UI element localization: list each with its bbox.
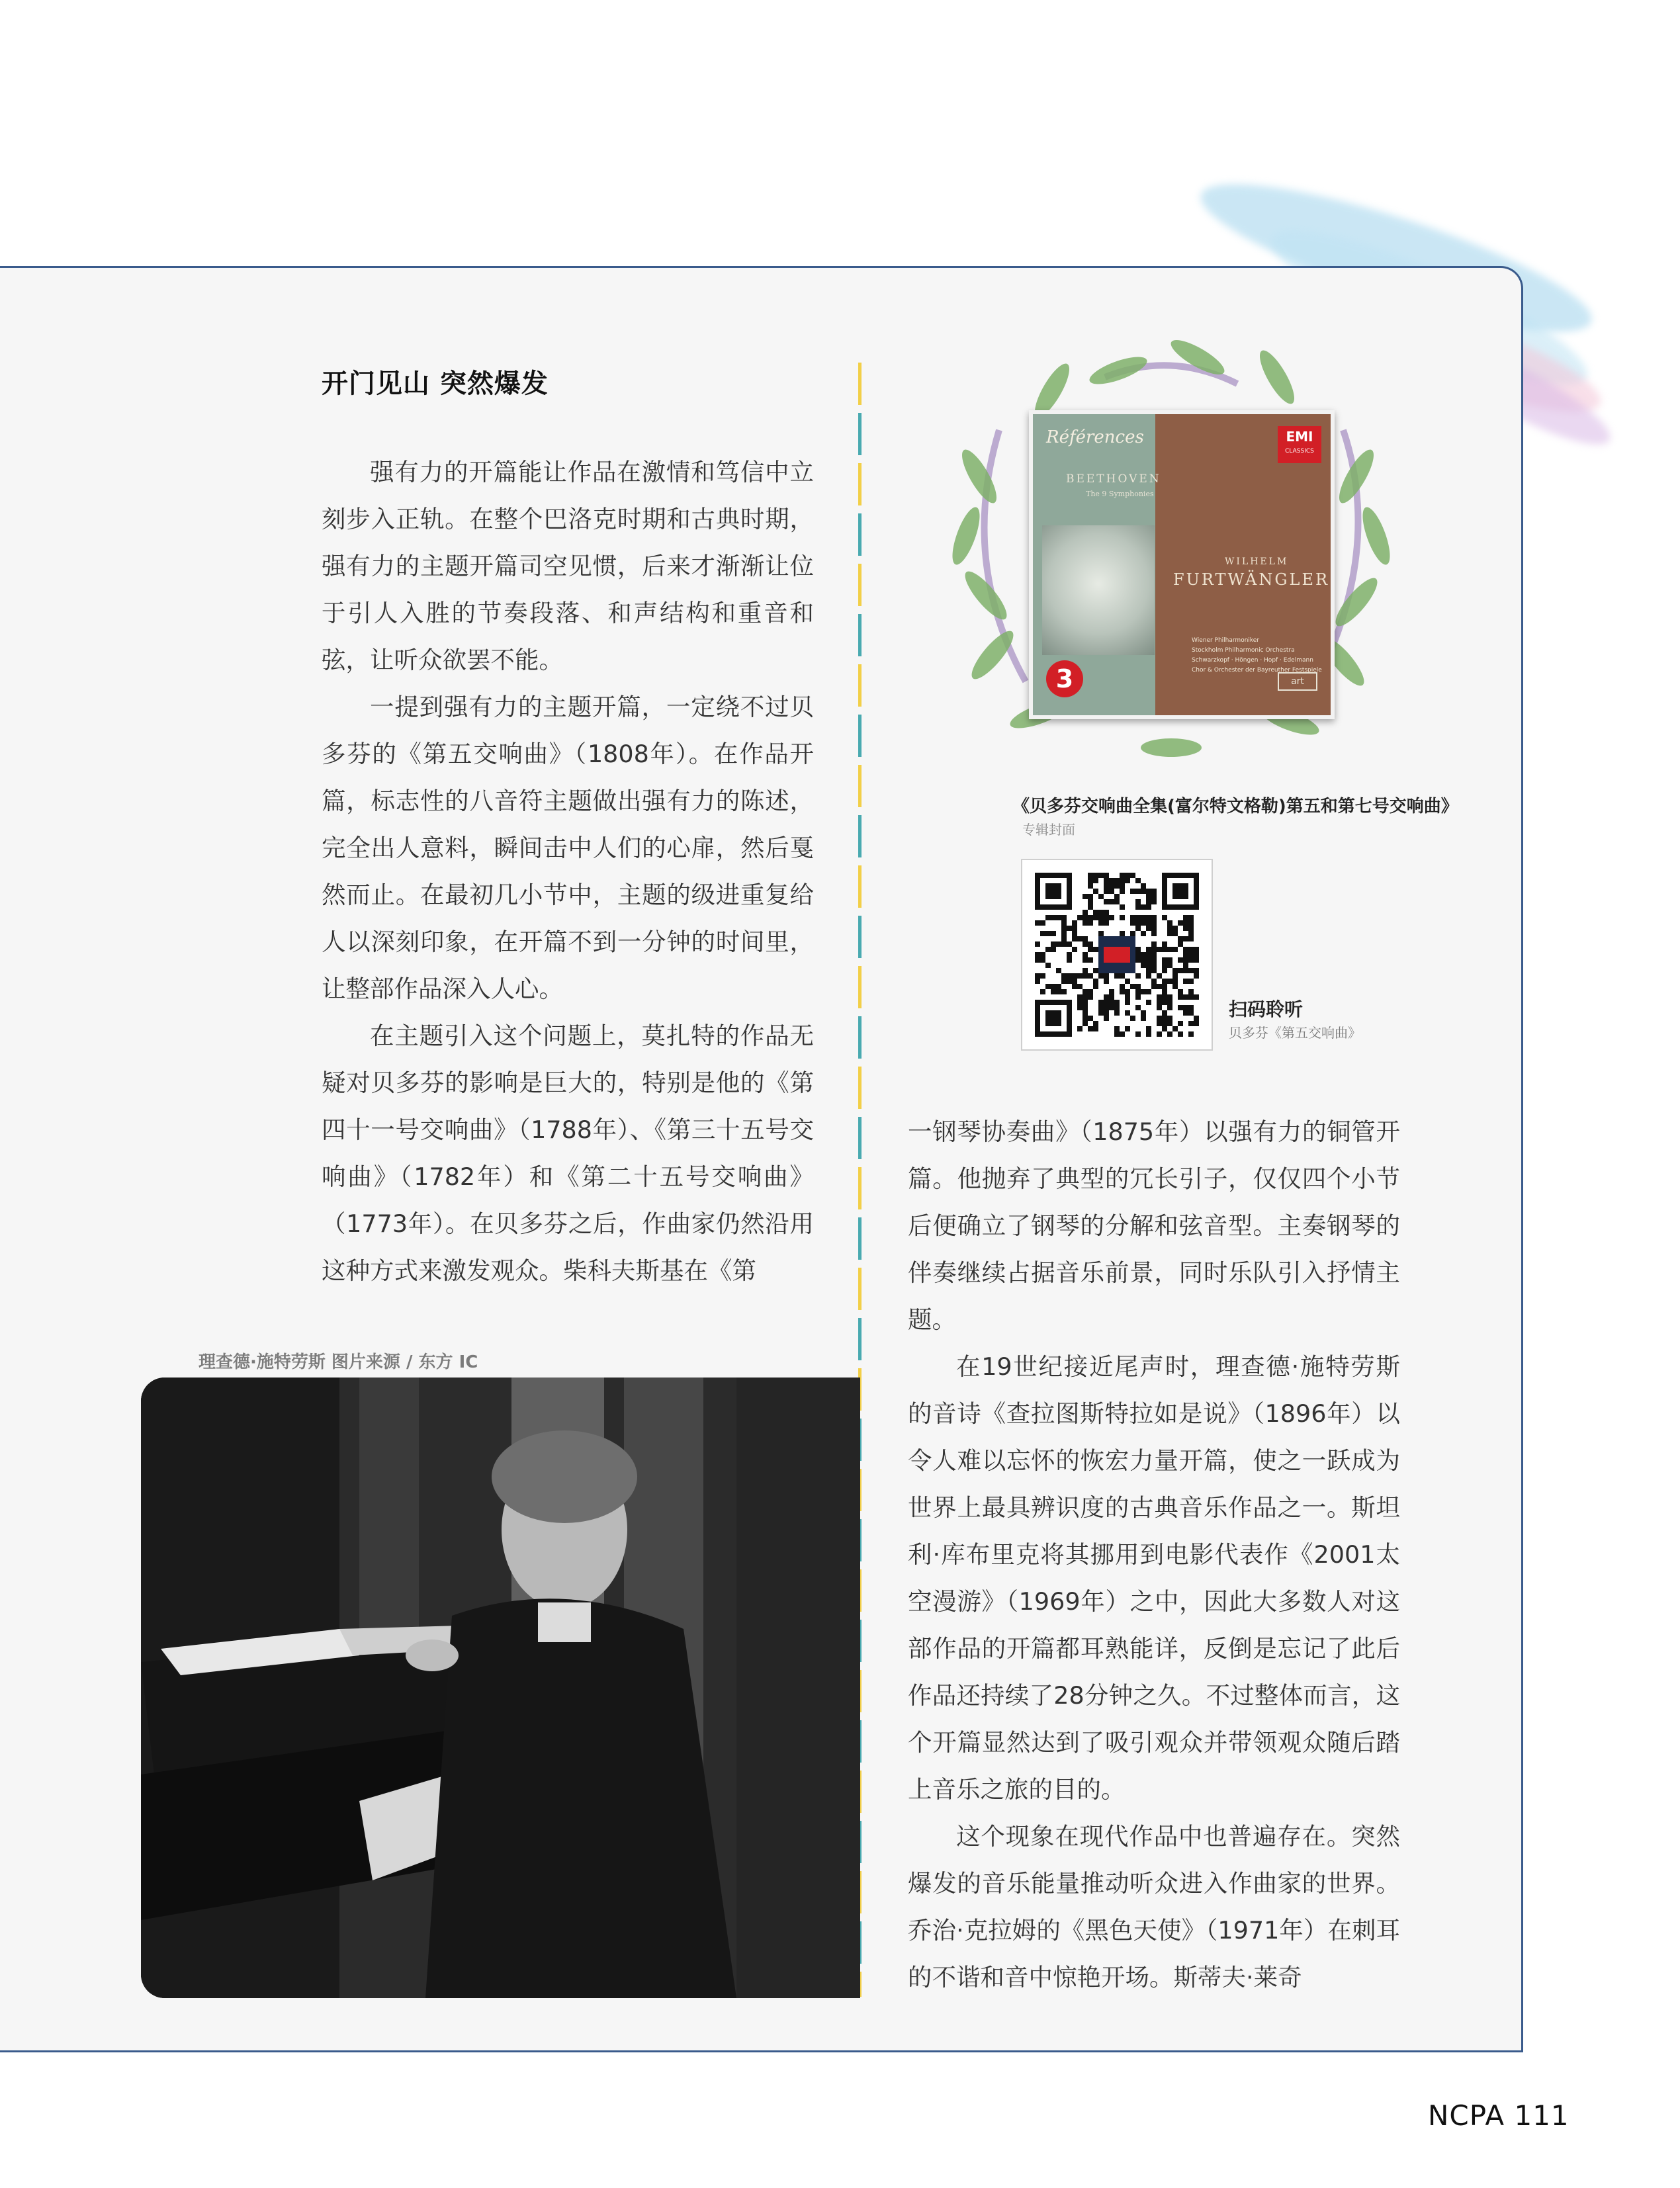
page-folio: NCPA 111	[1428, 2099, 1569, 2132]
photo-illustration	[141, 1378, 860, 1998]
album-subtitle: The 9 Symphonies	[1086, 490, 1154, 498]
emi-logo	[1278, 426, 1321, 463]
art-logo: art	[1278, 672, 1317, 691]
section-heading: 开门见山 突然爆发	[322, 369, 549, 399]
album-caption: 《贝多芬交响曲全集(富尔特文格勒)第五和第七号交响曲》	[1012, 797, 1458, 816]
emi-sub: CLASSICS	[1285, 448, 1314, 455]
left-column	[322, 449, 814, 1294]
album-composer: BEETHOVEN	[1066, 472, 1161, 486]
album-credits: Wiener Philharmoniker Stockholm Philharmonic Orchestra Schwarzkopf · Höngen · Hopf · Edelmann Chor & Orchester der Bayreuther Festspiele	[1192, 637, 1322, 674]
conductor-first-name: WILHELM	[1225, 556, 1289, 567]
volume-badge: 3	[1046, 660, 1083, 697]
album-series: Références	[1046, 427, 1144, 447]
album-caption-sub: 专辑封面	[1022, 822, 1075, 838]
qr-code[interactable]	[1021, 859, 1213, 1051]
conductor-last-name: FURTWÄNGLER	[1173, 570, 1330, 589]
qr-pattern	[1035, 873, 1199, 1037]
qr-sub: 贝多芬《第五交响曲》	[1229, 1025, 1361, 1041]
album-cover	[1029, 410, 1335, 719]
photo-caption: 理查德·施特劳斯 图片来源 / 东方 IC	[199, 1352, 478, 1372]
paragraph: 强有力的开篇能让作品在激情和笃信中立刻步入正轨。在整个巴洛克时期和古典时期，强有力的主题开篇司空见惯，后来才渐渐让位于引人入胜的节奏段落、和声结构和重音和弦，让听众欲罢不能。	[322, 458, 814, 674]
paragraph: 这个现象在现代作品中也普遍存在。突然爆发的音乐能量推动听众进入作曲家的世界。乔治·克拉姆的《黑色天使》（1971年）在刺耳的不谐和音中惊艳开场。斯蒂夫·莱奇	[908, 1822, 1400, 1991]
album-wreath	[920, 311, 1409, 774]
strauss-photo	[141, 1378, 860, 1998]
paragraph: 一钢琴协奏曲》（1875年）以强有力的铜管开篇。他抛弃了典型的冗长引子，仅仅四个小节后便确立了钢琴的分解和弦音型。主奏钢琴的伴奏继续占据音乐前景，同时乐队引入抒情主题。	[908, 1117, 1400, 1334]
qr-label: 扫码聆听	[1229, 998, 1304, 1020]
paragraph: 在主题引入这个问题上，莫扎特的作品无疑对贝多芬的影响是巨大的，特别是他的《第四十一号交响曲》（1788年）、《第三十五号交响曲》（1782年）和《第二十五号交响曲》（1773年）。在贝多芬之后，作曲家仍然沿用这种方式来激发观众。柴科夫斯基在《第	[322, 1022, 814, 1285]
paragraph: 一提到强有力的主题开篇，一定绕不过贝多芬的《第五交响曲》（1808年）。在作品开篇，标志性的八音符主题做出强有力的陈述，完全出人意料，瞬间击中人们的心扉，然后戛然而止。在最初几小节中，主题的级进重复给人以深刻印象，在开篇不到一分钟的时间里，让整部作品深入人心。	[322, 693, 814, 1003]
paragraph: 在19世纪接近尾声时，理查德·施特劳斯的音诗《查拉图斯特拉如是说》（1896年）以令人难以忘怀的恢宏力量开篇，使之一跃成为世界上最具辨识度的古典音乐作品之一。斯坦利·库布里克将其挪用到电影代表作《2001太空漫游》（1969年）之中，因此大多数人对这部作品的开篇都耳熟能详，反倒是忘记了此后作品还持续了28分钟之久。不过整体而言，这个开篇显然达到了吸引观众并带领观众随后踏上音乐之旅的目的。	[908, 1352, 1400, 1804]
album-portrait	[1042, 525, 1155, 655]
right-column	[908, 1108, 1400, 2001]
emi-label: EMI	[1286, 429, 1313, 445]
